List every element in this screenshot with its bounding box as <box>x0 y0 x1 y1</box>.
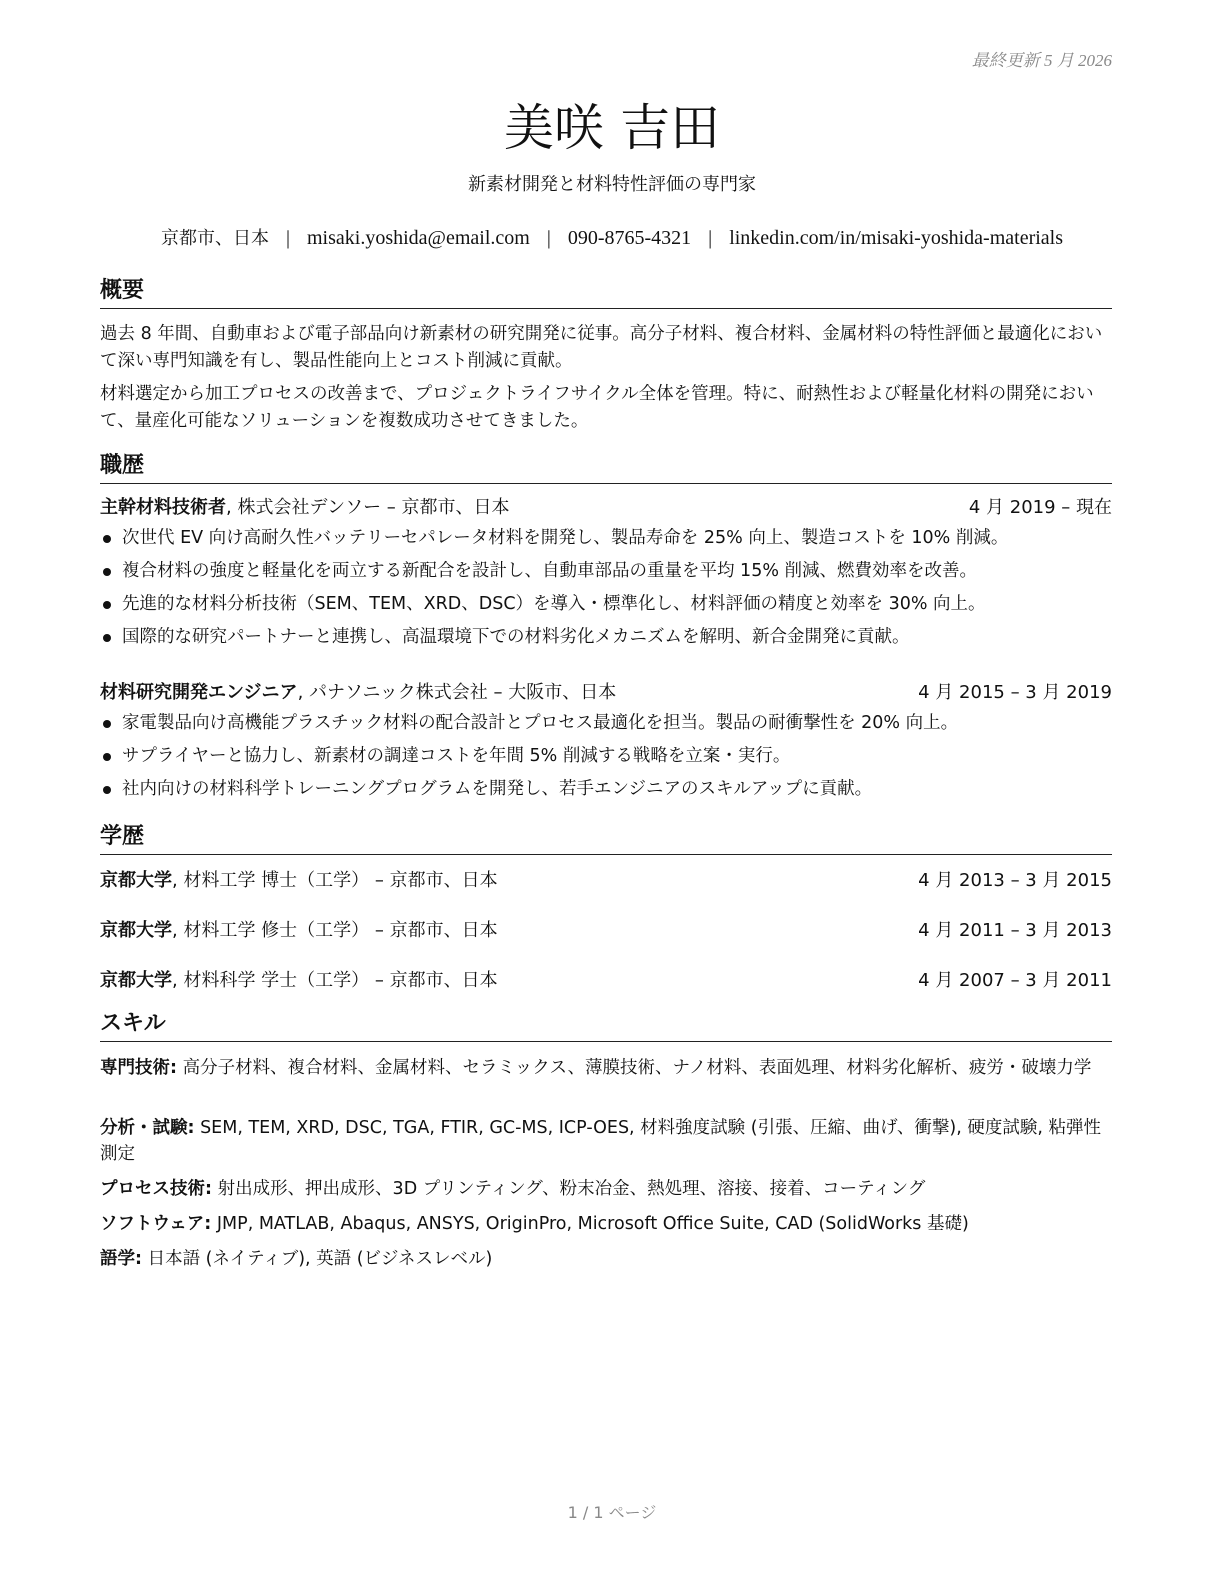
skill-line <box>100 1115 1112 1167</box>
summary-paragraph: 材料選定から加工プロセスの改善まで、プロジェクトライフサイクル全体を管理。特に、耐熱性および軽量化材料の開発において、量産化可能なソリューションを複数成功させてきました。 <box>100 384 1094 431</box>
skill-value: JMP, MATLAB, Abaqus, ANSYS, OriginPro, Microsoft Office Suite, CAD (SolidWorks 基礎) <box>211 1214 969 1234</box>
contact-location: 京都市、日本 <box>160 228 269 249</box>
page-number: 1 / 1 ページ <box>567 1503 657 1522</box>
job-role: 材料研究開発エンジニア <box>100 682 298 703</box>
contact-email[interactable]: misaki.yoshida@email.com <box>307 227 530 249</box>
contact-separator: | <box>708 227 713 249</box>
summary-paragraph: 過去 8 年間、自動車および電子部品向け新素材の研究開発に従事。高分子材料、複合材料、金属材料の特性評価と最適化において深い専門知識を有し、製品性能向上とコスト削減に貢献。 <box>100 324 1103 371</box>
section-title-summary: 概要 <box>100 276 1112 309</box>
skill-label: 語学: <box>100 1249 142 1269</box>
job-bullet: 先進的な材料分析技術（SEM、TEM、XRD、DSC）を導入・標準化し、材料評価の精度と効率を 30% 向上。 <box>100 588 1112 621</box>
contact-separator: | <box>546 227 551 249</box>
skill-value: 高分子材料、複合材料、金属材料、セラミックス、薄膜技術、ナノ材料、表面処理、材料劣化解析、疲労・破壊力学 <box>177 1058 1092 1078</box>
last-updated: 最終更新 5 月 2026 <box>971 51 1112 70</box>
education-degree: , 材料工学 修士（工学） – 京都市、日本 <box>172 920 498 941</box>
education-school: 京都大学 <box>100 870 172 891</box>
skill-value: 射出成形、押出成形、3D プリンティング、粉末冶金、熱処理、溶接、接着、コーティング <box>212 1179 926 1199</box>
job-dates: 4 月 2019 – 現在 <box>968 497 1112 518</box>
skill-line <box>100 1211 1112 1237</box>
education-entry <box>100 867 1112 895</box>
education-dates: 4 月 2013 – 3 月 2015 <box>918 870 1112 891</box>
job-bullets <box>100 522 1112 654</box>
job-bullet: 次世代 EV 向け高耐久性バッテリーセパレータ材料を開発し、製品寿命を 25% 向上、製造コストを 10% 削減。 <box>100 522 1112 555</box>
job-role: 主幹材料技術者 <box>100 497 226 518</box>
section-title-skills: スキル <box>100 1009 1112 1042</box>
section-title-education: 学歴 <box>100 822 1112 855</box>
skill-label: 専門技術: <box>100 1058 177 1078</box>
contact-linkedin[interactable]: linkedin.com/in/misaki-yoshida-materials <box>729 227 1064 249</box>
job-bullet: サプライヤーと協力し、新素材の調達コストを年間 5% 削減する戦略を立案・実行。 <box>100 740 1112 773</box>
education-dates: 4 月 2007 – 3 月 2011 <box>918 970 1112 991</box>
job-bullet: 国際的な研究パートナーと連携し、高温環境下での材料劣化メカニズムを解明、新合金開発に貢献。 <box>100 621 1112 654</box>
skill-label: プロセス技術: <box>100 1179 212 1199</box>
skill-line <box>100 1246 1112 1272</box>
section-title-experience: 職歴 <box>100 451 1112 484</box>
education-dates: 4 月 2011 – 3 月 2013 <box>918 920 1112 941</box>
contact-phone[interactable]: 090-8765-4321 <box>567 227 692 249</box>
skill-value: 日本語 (ネイティブ), 英語 (ビジネスレベル) <box>142 1249 493 1269</box>
contact-separator: | <box>285 227 290 249</box>
skill-value: SEM, TEM, XRD, DSC, TGA, FTIR, GC-MS, ICP-OES, 材料強度試験 (引張、圧縮、曲げ、衝撃), 硬度試験, 粘弾性測定 <box>100 1118 1101 1164</box>
contact-line <box>0 224 1224 250</box>
education-entry <box>100 967 1112 995</box>
candidate-name: 美咲 吉田 <box>504 99 720 157</box>
job-bullet: 複合材料の強度と軽量化を両立する新配合を設計し、自動車部品の重量を平均 15% 削減、燃費効率を改善。 <box>100 555 1112 588</box>
job-header <box>100 494 1112 522</box>
job-dates: 4 月 2015 – 3 月 2019 <box>918 682 1112 703</box>
skill-line <box>100 1176 1112 1202</box>
education-degree: , 材料科学 学士（工学） – 京都市、日本 <box>172 970 498 991</box>
job-bullets <box>100 707 1112 806</box>
candidate-subtitle: 新素材開発と材料特性評価の専門家 <box>468 174 756 195</box>
job-company: , パナソニック株式会社 – 大阪市、日本 <box>297 682 617 703</box>
job-bullet: 家電製品向け高機能プラスチック材料の配合設計とプロセス最適化を担当。製品の耐衝撃性を 20% 向上。 <box>100 707 1112 740</box>
job-company: , 株式会社デンソー – 京都市、日本 <box>226 497 510 518</box>
skill-label: 分析・試験: <box>100 1118 195 1138</box>
job-bullet: 社内向けの材料科学トレーニングプログラムを開発し、若手エンジニアのスキルアップに貢献。 <box>100 773 1112 806</box>
skill-label: ソフトウェア: <box>100 1214 212 1234</box>
education-school: 京都大学 <box>100 920 172 941</box>
skill-line <box>100 1055 1112 1081</box>
education-degree: , 材料工学 博士（工学） – 京都市、日本 <box>172 870 498 891</box>
education-school: 京都大学 <box>100 970 172 991</box>
job-header <box>100 679 1112 707</box>
education-entry <box>100 917 1112 945</box>
